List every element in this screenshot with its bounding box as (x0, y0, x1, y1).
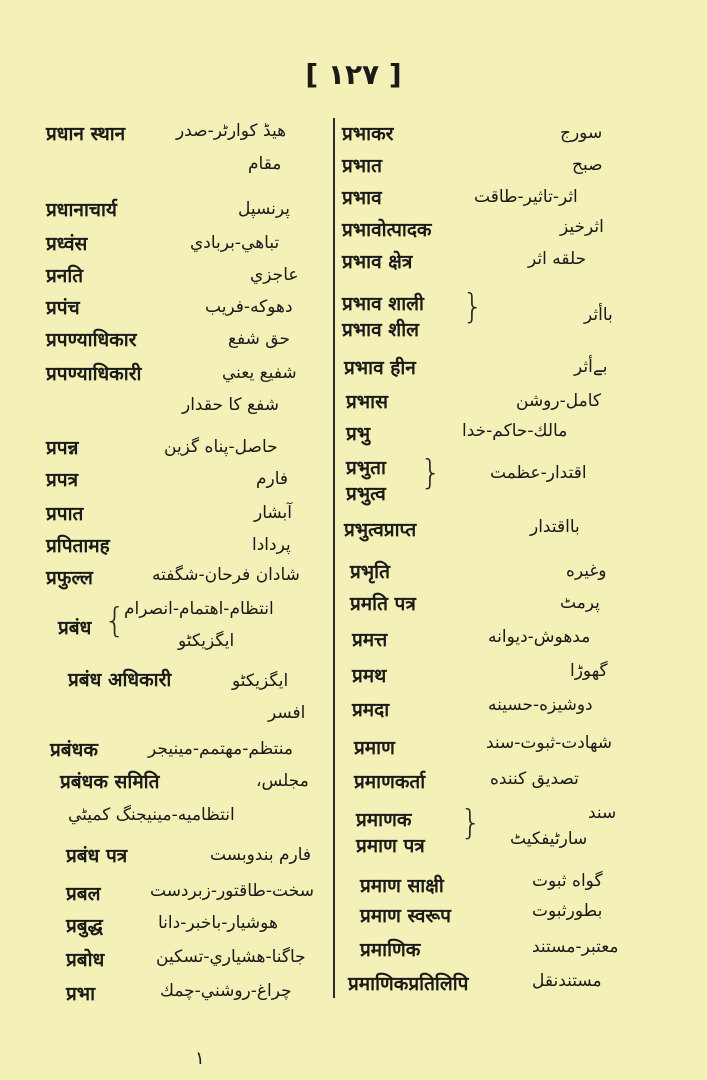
brace: { (104, 601, 126, 641)
urdu-meaning: شفيع يعني (222, 363, 297, 383)
urdu-meaning: بطورثبوت (532, 901, 603, 921)
hindi-headword: प्रमाण साक्षी (360, 875, 444, 897)
urdu-meaning: پردادا (252, 535, 291, 555)
urdu-meaning: مجلس، (256, 771, 309, 791)
hindi-headword: प्रभुत्वप्राप्त (344, 519, 417, 541)
urdu-meaning: حق شفع (228, 329, 290, 349)
urdu-meaning: تباهي-بربادي (190, 233, 280, 253)
urdu-meaning: وغيره (566, 561, 607, 581)
hindi-headword: प्रमाण स्वरूप (360, 905, 451, 927)
urdu-meaning: كامل-روشن (516, 391, 601, 411)
urdu-meaning: هيڈ كوارٹر-صدر (176, 121, 287, 141)
urdu-meaning: سند (588, 803, 617, 823)
urdu-meaning: سورج (560, 123, 603, 143)
urdu-meaning: صبح (572, 155, 603, 175)
urdu-meaning: عاجزي (250, 265, 299, 285)
hindi-headword: प्रपंच (46, 297, 80, 319)
hindi-headword: प्रभुता (346, 457, 386, 479)
hindi-headword: प्रधानाचार्य (46, 199, 117, 221)
urdu-meaning: جاگنا-هشياري-تسكين (156, 947, 306, 967)
hindi-headword: प्रभाव (342, 187, 382, 209)
urdu-meaning: پرمٹ (560, 593, 600, 613)
hindi-headword: प्रफुल्ल (46, 567, 93, 589)
hindi-headword: प्रभास (346, 391, 388, 413)
urdu-meaning: مدهوش-ديوانه (488, 627, 591, 647)
hindi-headword: प्रपण्याधिकारी (46, 363, 142, 385)
urdu-meaning: آبشار (254, 503, 293, 523)
hindi-headword: प्रभा (66, 983, 96, 1005)
urdu-meaning: بااقتدار (530, 517, 580, 537)
urdu-meaning: اثرخيز (560, 217, 604, 237)
brace: } (462, 287, 484, 327)
urdu-meaning: گهوڑا (570, 661, 608, 681)
urdu-meaning: انتظاميه-مينيجنگ كميٹي (68, 805, 235, 825)
urdu-meaning: فارم بندوبست (210, 845, 312, 865)
hindi-headword: प्रभुत्व (346, 483, 386, 505)
hindi-headword: प्रभावोत्पादक (342, 219, 432, 241)
urdu-meaning: افسر (268, 703, 306, 723)
hindi-headword: प्रबंधक (50, 739, 98, 761)
hindi-headword: प्रमति पत्र (350, 593, 416, 615)
hindi-headword: प्रपत्र (46, 469, 79, 491)
hindi-headword: प्रभात (342, 155, 382, 177)
urdu-meaning: انتظام-اهتمام-انصرام (124, 599, 274, 619)
folio-mark: ۱ (195, 1048, 205, 1069)
hindi-headword: प्रबुद्ध (66, 915, 103, 937)
hindi-headword: प्रबोध (66, 949, 105, 971)
hindi-headword: प्रबंध अधिकारी (68, 669, 172, 691)
page-number: [ ۱۲۷ ] (305, 58, 402, 91)
hindi-headword: प्रभाव शील (342, 319, 419, 341)
hindi-headword: प्रभृति (350, 561, 390, 583)
hindi-headword: प्रध्वंस (46, 233, 88, 255)
hindi-headword: प्रधान स्थान (46, 123, 126, 145)
hindi-headword: प्रमदा (352, 699, 390, 721)
urdu-meaning: شادان فرحان-شگفته (152, 565, 300, 585)
hindi-headword: प्रभाव शाली (342, 293, 424, 315)
hindi-headword: प्रमाणकर्ता (354, 771, 426, 793)
hindi-headword: प्रमाणिक (360, 939, 421, 961)
urdu-meaning: دوشيزه-حسينه (488, 695, 593, 715)
hindi-headword: प्रमाणक (356, 809, 412, 831)
urdu-meaning: مالك-حاكم-خدا (462, 421, 568, 441)
brace: } (420, 453, 442, 493)
hindi-headword: प्रबंध पत्र (66, 845, 128, 867)
hindi-headword: प्रमथ (352, 665, 387, 687)
urdu-meaning: منتظم-مهتمم-مينيجر (148, 739, 293, 759)
hindi-headword: प्रभु (346, 423, 371, 445)
hindi-headword: प्रपण्याधिकार (46, 329, 137, 351)
urdu-meaning: تصديق كننده (490, 769, 579, 789)
urdu-meaning: ايگزيكٹو (178, 631, 235, 651)
urdu-meaning: چراغ-روشني-چمك (160, 981, 292, 1001)
brace: } (460, 803, 482, 843)
urdu-meaning: باأثر (584, 305, 613, 325)
hindi-headword: प्रमाण पत्र (356, 835, 425, 857)
urdu-meaning: سارٹيفكيٹ (510, 829, 588, 849)
urdu-meaning: گواه ثبوت (532, 871, 603, 891)
urdu-meaning: ايگزيكٹو (232, 671, 289, 691)
urdu-meaning: مستندنقل (532, 971, 602, 991)
urdu-meaning: معتبر-مستند (532, 937, 619, 957)
urdu-meaning: اقتدار-عظمت (490, 463, 587, 483)
hindi-headword: प्रभाव क्षेत्र (342, 251, 413, 273)
hindi-headword: प्रमाणिकप्रतिलिपि (348, 973, 469, 995)
hindi-headword: प्रबंध (58, 617, 92, 639)
urdu-meaning: شفع كا حقدار (182, 395, 279, 415)
hindi-headword: प्रबल (66, 883, 101, 905)
hindi-headword: प्रपितामह (46, 535, 110, 557)
urdu-meaning: شهادت-ثبوت-سند (486, 733, 613, 753)
hindi-headword: प्रपन्न (46, 437, 79, 459)
hindi-headword: प्रनति (46, 265, 84, 287)
urdu-meaning: مقام (248, 154, 282, 174)
hindi-headword: प्रबंधक समिति (60, 771, 160, 793)
urdu-meaning: حلقه اثر (528, 249, 587, 269)
hindi-headword: प्रभाव हीन (344, 357, 416, 379)
urdu-meaning: پرنسپل (238, 199, 291, 219)
hindi-headword: प्रपात (46, 503, 84, 525)
urdu-meaning: سخت-طاقتور-زبردست (150, 881, 314, 901)
urdu-meaning: بےأثر (574, 357, 608, 377)
urdu-meaning: فارم (256, 469, 289, 489)
hindi-headword: प्रमाण (354, 737, 395, 759)
hindi-headword: प्रमत्त (352, 629, 388, 651)
urdu-meaning: هوشيار-باخبر-دانا (158, 913, 278, 933)
urdu-meaning: دهوكه-فريب (205, 297, 293, 317)
hindi-headword: प्रभाकर (342, 123, 394, 145)
urdu-meaning: اثر-تاثير-طاقت (474, 187, 578, 207)
urdu-meaning: حاصل-پناه گزين (164, 437, 278, 457)
